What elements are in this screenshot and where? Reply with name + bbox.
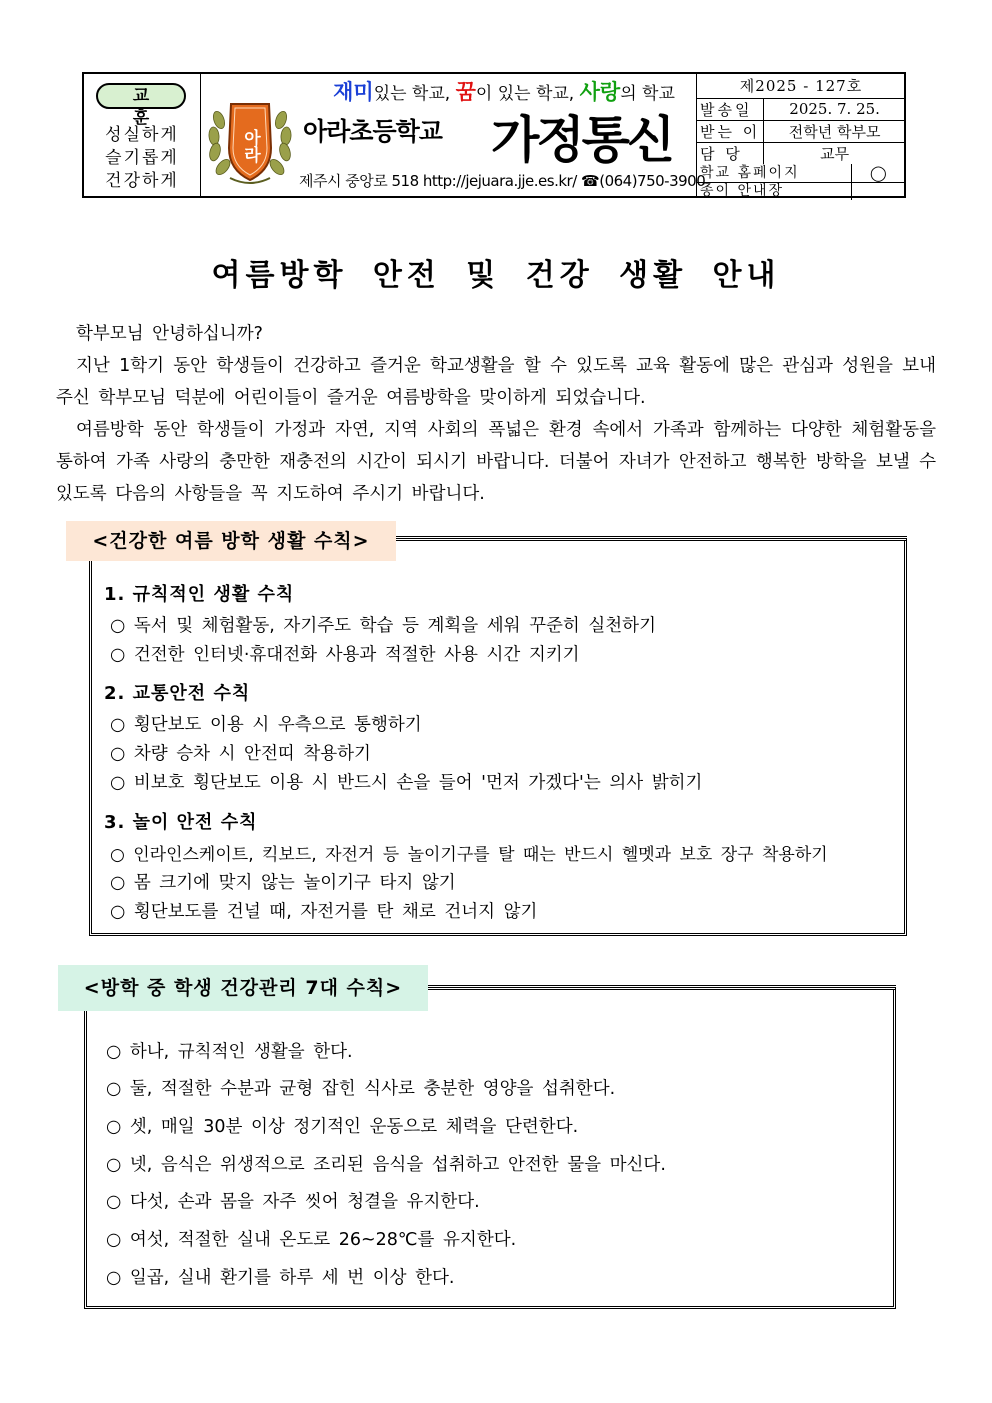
sent-date-label: 발송일 (697, 98, 764, 120)
health-rule-item: ○ 일곱, 실내 환기를 하루 세 번 이상 한다. (106, 1268, 455, 1288)
motto-line: 건강하게 (105, 171, 179, 191)
health-rule-item: ○ 셋, 매일 30분 이상 정기적인 운동으로 체력을 단련한다. (106, 1117, 579, 1137)
slogan-text: 이 있는 학교, (475, 84, 580, 104)
rule-item: ○ 독서 및 체험활동, 자기주도 학습 등 계획을 세워 꾸준히 실천하기 (110, 616, 656, 636)
recipient-label: 받는 이 (697, 120, 764, 142)
section-divider (396, 536, 907, 541)
rule-item: ○ 횡단보도 이용 시 우측으로 통행하기 (110, 715, 422, 735)
health-rules-label: <방학 중 학생 건강관리 7대 수칙> (58, 965, 428, 1011)
slogan-word-fun: 재미 (333, 80, 374, 104)
health-rules-box (84, 987, 896, 1309)
health-rule-item: ○ 다섯, 손과 몸을 자주 씻어 청결을 유지한다. (106, 1192, 480, 1212)
homepage-channel-mark: ◯ (851, 164, 905, 183)
intro-paragraph-1: 지난 1학기 동안 학생들이 건강하고 즐거운 학교생활을 할 수 있도록 교육 활동에 많은 관심과 성원을 보내주신 학부모님 덕분에 어린이들이 즐거운 여름방학을 맞이하게 되었습니다. (56, 356, 936, 408)
school-emblem-icon (205, 90, 295, 190)
department-label: 담 당 (697, 142, 764, 164)
newsletter-header (82, 72, 906, 198)
school-name: 아라초등학교 (303, 117, 442, 146)
motto-label: 교 훈 (96, 83, 186, 109)
rule-group-heading: 1. 규칙적인 생활 수칙 (104, 584, 295, 605)
homepage-channel-label: 학교 홈페이지 (697, 164, 851, 183)
rule-item: ○ 건전한 인터넷·휴대전화 사용과 적절한 사용 시간 지키기 (110, 645, 580, 665)
newsletter-name: 가정통신 (491, 111, 673, 169)
slogan-text: 의 학교 (620, 84, 675, 104)
section-divider (428, 985, 896, 990)
issue-number: 제2025 - 127호 (697, 74, 905, 98)
slogan-word-dream: 꿈 (455, 80, 476, 104)
motto-lines (84, 124, 200, 193)
recipient-value: 전학년 학부모 (764, 120, 905, 142)
health-rule-item: ○ 둘, 적절한 수분과 균형 잡힌 식사로 충분한 영양을 섭취한다. (106, 1079, 616, 1099)
rule-group-heading: 3. 놀이 안전 수칙 (104, 812, 258, 833)
document-title: 여름방학 안전 및 건강 생활 안내 (211, 258, 781, 293)
paper-channel-label: 종이 안내장 (697, 183, 851, 200)
department-value: 교무 (764, 142, 905, 164)
health-rule-item: ○ 하나, 규칙적인 생활을 한다. (106, 1042, 353, 1062)
motto-line: 슬기롭게 (105, 148, 179, 168)
intro-paragraph-2: 여름방학 동안 학생들이 가정과 자연, 지역 사회의 폭넓은 환경 속에서 가족과 함께하는 다양한 체험활동을 통하여 가족 사랑의 충만한 재충전의 시간이 되시기 바랍니다. 더불어 자녀가 안전하고 행복한 방학을 보낼 수 있도록 다음의 사항들을 꼭 지도하여 주시기 바랍니다. (56, 420, 936, 504)
rule-item: ○ 인라인스케이트, 킥보드, 자전거 등 놀이기구를 탈 때는 반드시 헬멧과 보호 장구 착용하기 (110, 845, 828, 865)
issue-info (696, 74, 905, 200)
slogan-text: 있는 학교, (373, 84, 456, 104)
school-address: 제주시 중앙로 518 http://jejuara.jje.es.kr/ ☎(064)750-3900 (299, 172, 706, 190)
masthead (201, 74, 706, 196)
channel-table (697, 164, 905, 200)
rule-item: ○ 횡단보도를 건널 때, 자전거를 탄 채로 건너지 않기 (110, 902, 538, 922)
rule-item: ○ 비보호 횡단보도 이용 시 반드시 손을 들어 '먼저 가겠다'는 의사 밝히기 (110, 773, 703, 793)
school-motto (84, 74, 201, 196)
rule-item: ○ 차량 승차 시 안전띠 착용하기 (110, 744, 371, 764)
summer-life-rules-label: <건강한 여름 방학 생활 수칙> (66, 521, 396, 561)
greeting: 학부모님 안녕하십니까? (76, 324, 263, 344)
rule-group-heading: 2. 교통안전 수칙 (104, 683, 251, 704)
health-rule-item: ○ 넷, 음식은 위생적으로 조리된 음식을 섭취하고 안전한 물을 마신다. (106, 1155, 666, 1175)
slogan-word-love: 사랑 (579, 80, 621, 104)
issue-info-table (697, 74, 905, 164)
rule-item: ○ 몸 크기에 맞지 않는 놀이기구 타지 않기 (110, 873, 456, 893)
motto-line: 성실하게 (105, 125, 179, 145)
emblem-text: 아라 (240, 129, 260, 163)
paper-channel-mark (851, 183, 905, 200)
sent-date-value: 2025. 7. 25. (764, 98, 905, 120)
health-rule-item: ○ 여섯, 적절한 실내 온도로 26~28℃를 유지한다. (106, 1230, 517, 1250)
